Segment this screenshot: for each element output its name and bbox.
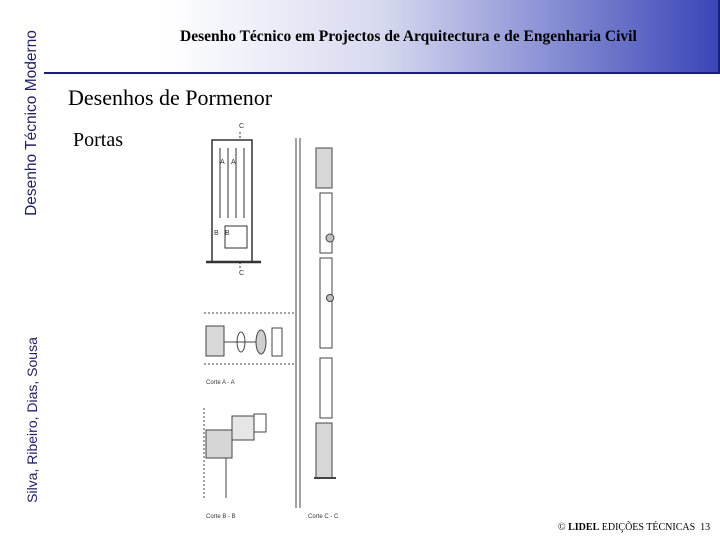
door-elevation <box>206 132 261 268</box>
section-a-a-drawing <box>204 313 296 364</box>
label-c-bottom: C <box>239 270 245 277</box>
door-detail-drawing <box>196 118 396 528</box>
section-c-c-drawing <box>296 138 336 508</box>
label-corte-cc: Corte C - C <box>308 514 339 520</box>
sidebar-authors <box>20 300 44 540</box>
label-c-top: C <box>239 123 245 130</box>
publisher-name: LIDEL <box>568 522 600 533</box>
header-title: Desenho Técnico em Projectos de Arquitectura e de Engenharia Civil <box>180 28 637 45</box>
authors-text: Silva, Ribeiro, Dias, Sousa <box>24 337 40 503</box>
copyright-symbol: © <box>558 522 566 533</box>
label-corte-aa: Corte A - A <box>206 380 235 386</box>
section-title: Desenhos de Pormenor <box>68 85 273 110</box>
sidebar-book-title <box>20 0 44 245</box>
edition-text: EDIÇÕES TÉCNICAS <box>601 522 696 533</box>
label-b-right: B <box>225 230 230 237</box>
label-corte-bb: Corte B - B <box>206 514 236 520</box>
label-a-left: A <box>220 159 225 166</box>
section-subtitle: Portas <box>73 129 123 151</box>
page-number: 13 <box>700 522 711 533</box>
label-b-left: B <box>214 230 219 237</box>
book-title-text: Desenho Técnico Moderno <box>23 29 40 216</box>
section-b-b-drawing <box>204 408 266 498</box>
label-a-right: A <box>231 159 236 166</box>
footer <box>558 522 710 533</box>
